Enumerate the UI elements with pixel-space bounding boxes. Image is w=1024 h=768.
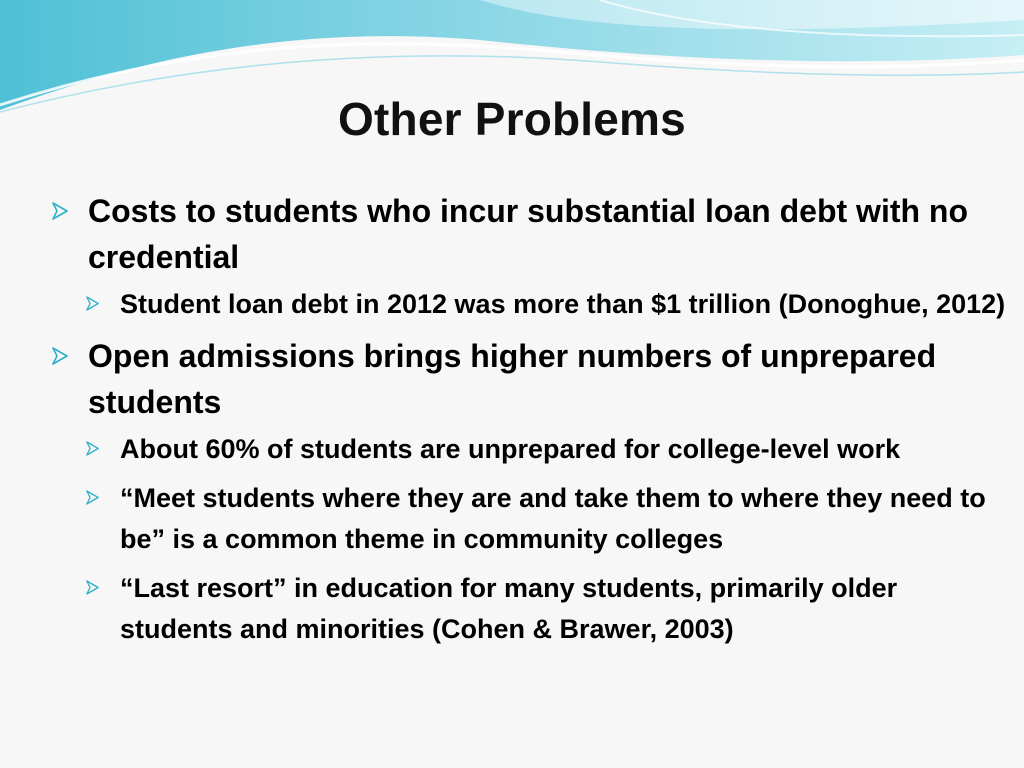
- arrow-bullet-icon: [86, 580, 99, 595]
- sub-bullet-text: “Meet students where they are and take them to where they need to be” is a common theme in community colleges: [120, 483, 986, 554]
- slide-title: Other Problems: [338, 93, 686, 145]
- bullet-item: [48, 188, 1008, 280]
- bullet-text: Costs to students who incur substantial loan debt with no credential: [88, 193, 969, 275]
- sub-bullet-text: Student loan debt in 2012 was more than $1 trillion (Donoghue, 2012): [120, 289, 1006, 319]
- sub-bullet-text: “Last resort” in education for many students, primarily older students and minorities (Cohen & Brawer, 2003): [120, 573, 898, 644]
- bullet-list: [48, 188, 1008, 658]
- sub-bullet-item: [48, 478, 1008, 560]
- sub-bullet-item: [48, 568, 1008, 650]
- sub-bullet-text: About 60% of students are unprepared for college-level work: [120, 434, 901, 464]
- arrow-bullet-icon: [86, 441, 99, 456]
- arrow-bullet-icon: [86, 490, 99, 505]
- sub-bullet-item: [48, 284, 1008, 325]
- bullet-text: Open admissions brings higher numbers of unprepared students: [88, 338, 937, 420]
- arrow-bullet-icon: [52, 347, 68, 365]
- arrow-bullet-icon: [52, 202, 68, 220]
- sub-bullet-item: [48, 429, 1008, 470]
- bullet-item: [48, 333, 1008, 425]
- arrow-bullet-icon: [86, 296, 99, 311]
